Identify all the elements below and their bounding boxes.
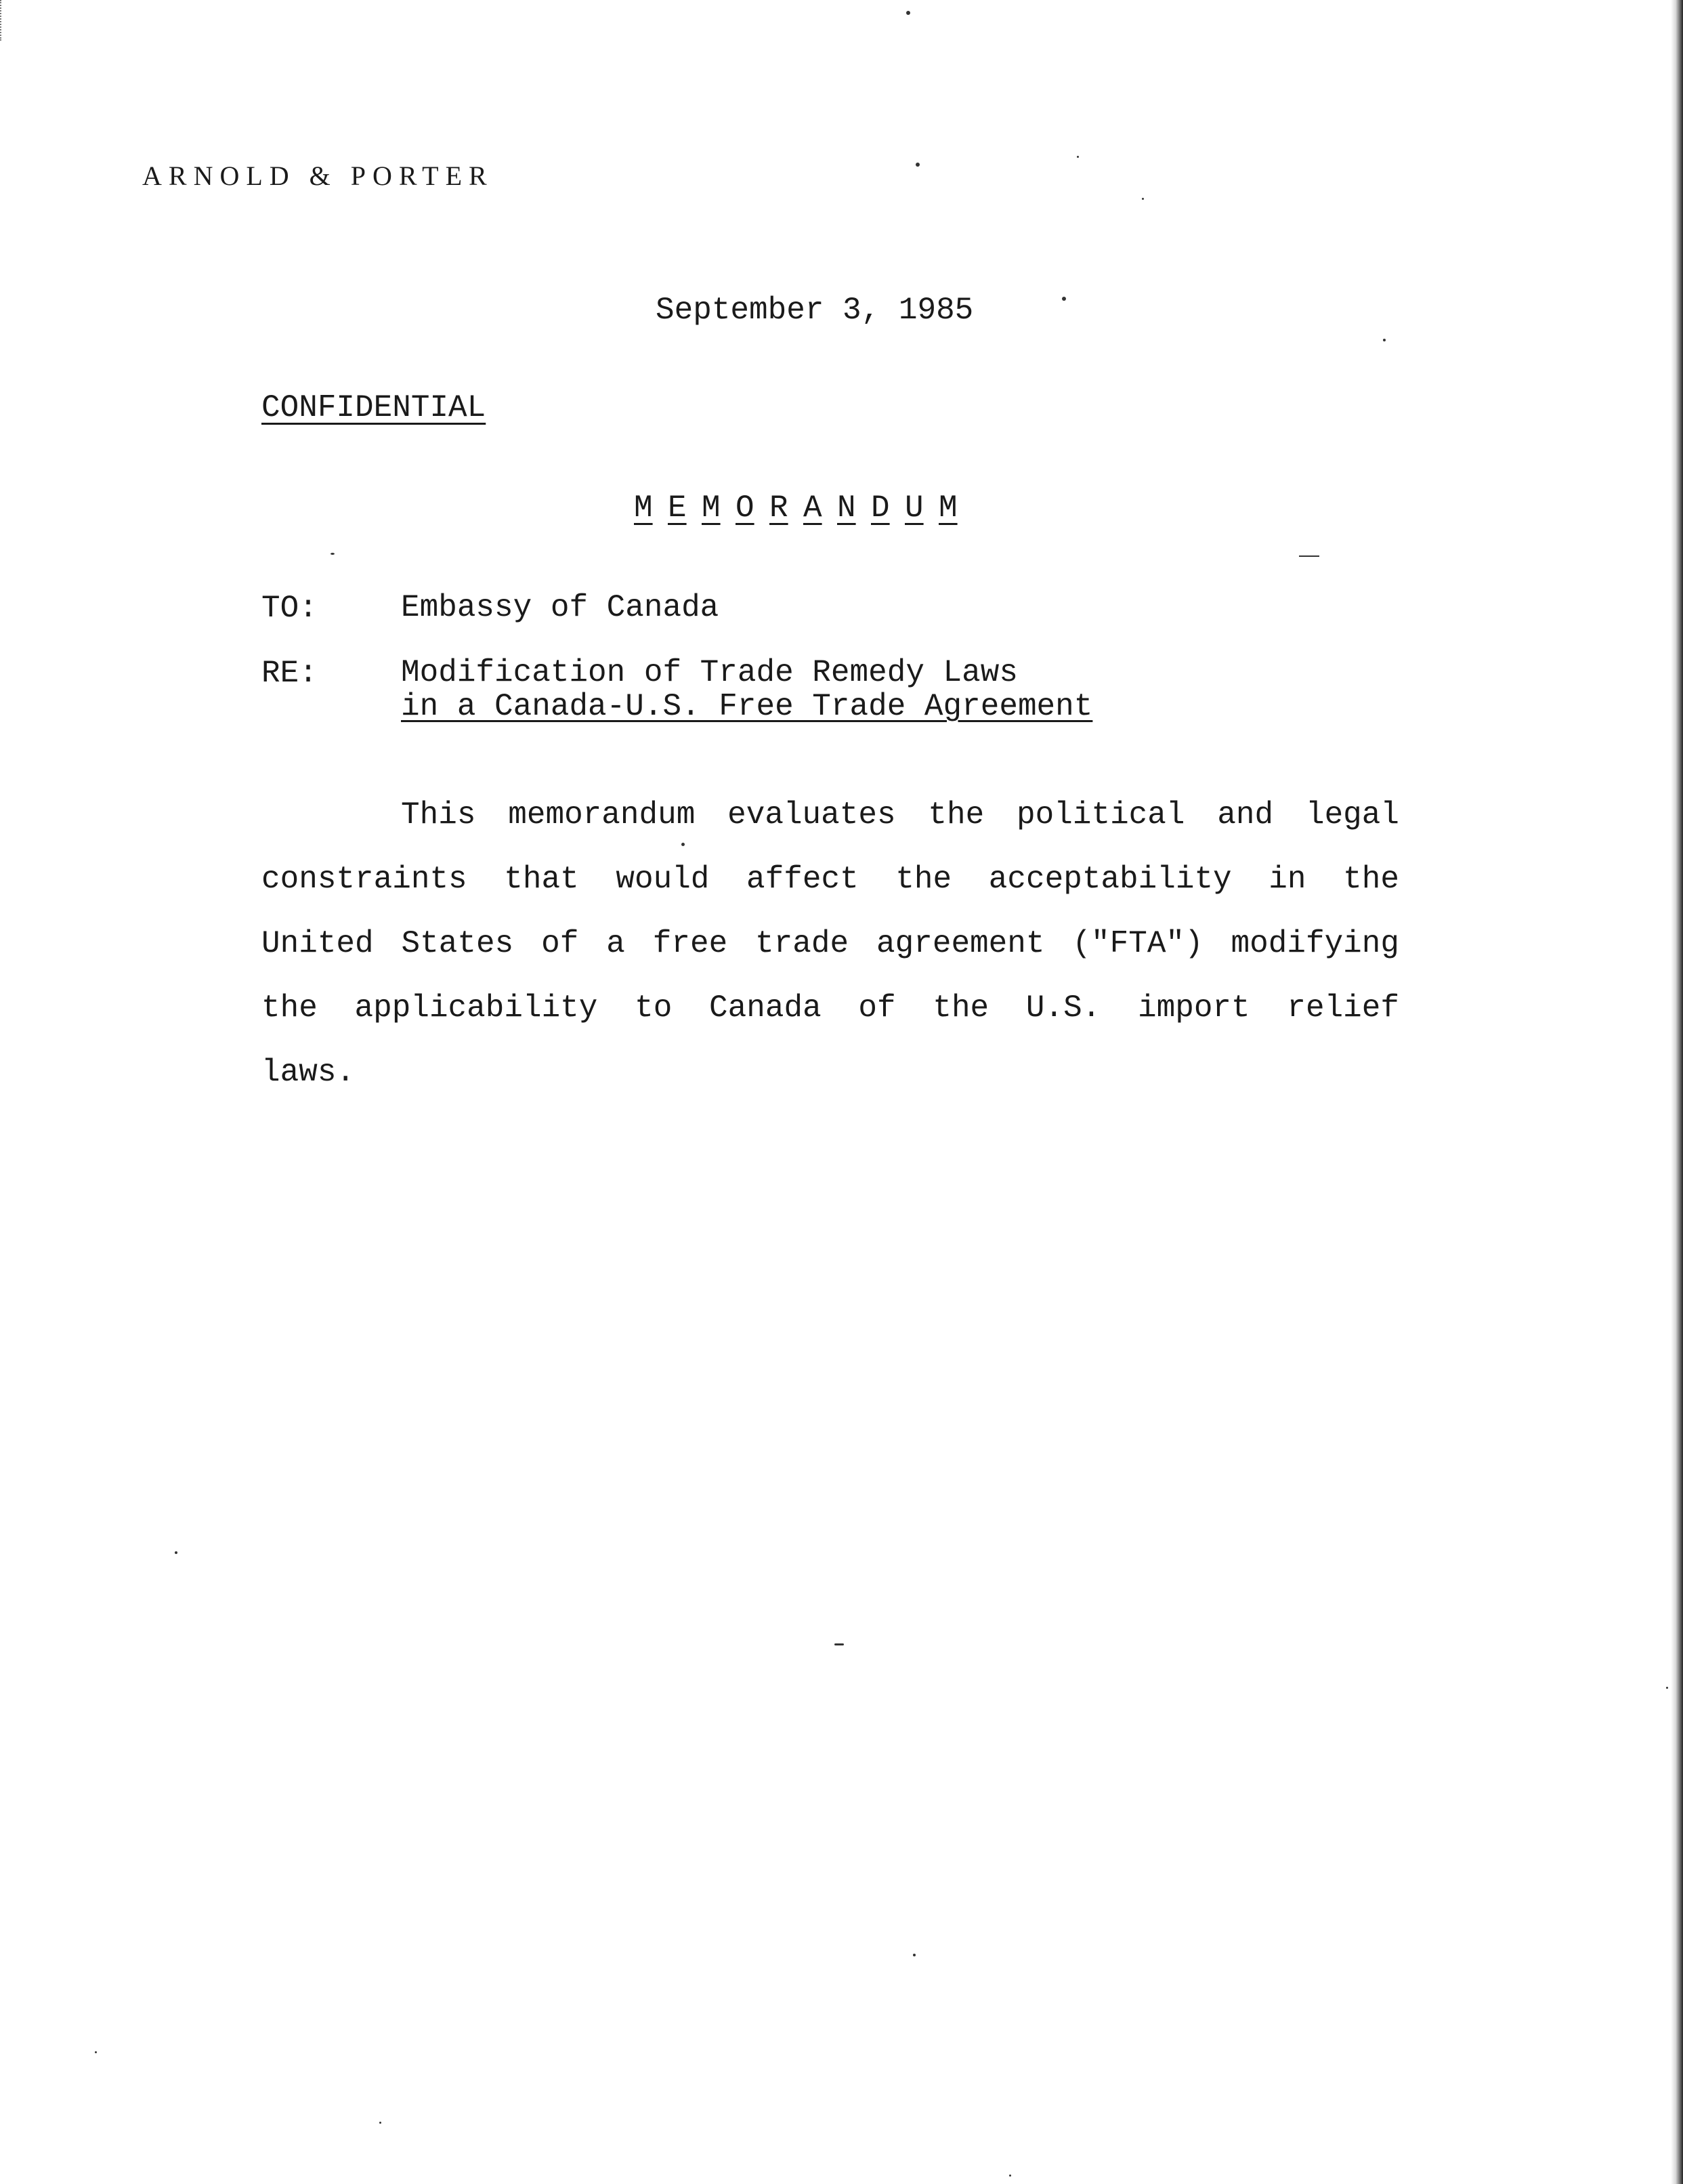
title-letter: R (769, 490, 788, 526)
re-subject-line-2: in a Canada-U.S. Free Trade Agreement (401, 689, 1093, 724)
re-label: RE: (261, 656, 318, 691)
scan-speck (681, 843, 685, 846)
scan-speck (913, 1954, 916, 1956)
scan-speck (1666, 1687, 1668, 1689)
title-letter: M (702, 490, 721, 526)
confidential-label: CONFIDENTIAL (261, 390, 486, 425)
title-letter: D (871, 490, 890, 526)
page-edge-shadow (1671, 0, 1683, 2184)
scan-speck (175, 1551, 177, 1554)
title-letter: O (736, 490, 754, 526)
body-line: constraints that would affect the acceptability in the (261, 862, 1399, 897)
scan-speck (331, 553, 335, 555)
to-value: Embassy of Canada (401, 590, 719, 625)
re-subject-line-1: Modification of Trade Remedy Laws (401, 655, 1018, 690)
title-letter: E (668, 490, 687, 526)
title-letter: A (803, 490, 822, 526)
body-line: United States of a free trade agreement ("FTA") modifying (261, 926, 1399, 961)
memorandum-title (634, 490, 973, 526)
body-line: the applicability to Canada of the U.S. import relief (261, 990, 1399, 1026)
scan-speck (1077, 156, 1079, 158)
scan-edge-marks (0, 0, 5, 41)
letterhead: ARNOLD & PORTER (142, 161, 494, 191)
memo-body-paragraph (261, 783, 1399, 1105)
scan-speck (1062, 297, 1066, 301)
re-value (401, 656, 1092, 723)
title-letter: N (837, 490, 856, 526)
scan-speck (1299, 555, 1319, 557)
body-line: This memorandum evaluates the political and legal (401, 797, 1399, 833)
scan-speck (916, 163, 920, 167)
title-letter: U (905, 490, 924, 526)
title-letter: M (939, 490, 958, 526)
scan-speck (95, 2051, 97, 2053)
body-line: laws. (261, 1055, 356, 1090)
title-letter: M (634, 490, 653, 526)
to-label: TO: (261, 591, 318, 626)
scan-speck (834, 1643, 844, 1645)
scan-speck (1009, 2175, 1011, 2177)
scan-speck (379, 2122, 381, 2124)
memo-date: September 3, 1985 (656, 293, 974, 328)
scan-speck (1383, 339, 1386, 341)
scan-speck (906, 11, 910, 15)
scan-speck (1142, 198, 1144, 200)
